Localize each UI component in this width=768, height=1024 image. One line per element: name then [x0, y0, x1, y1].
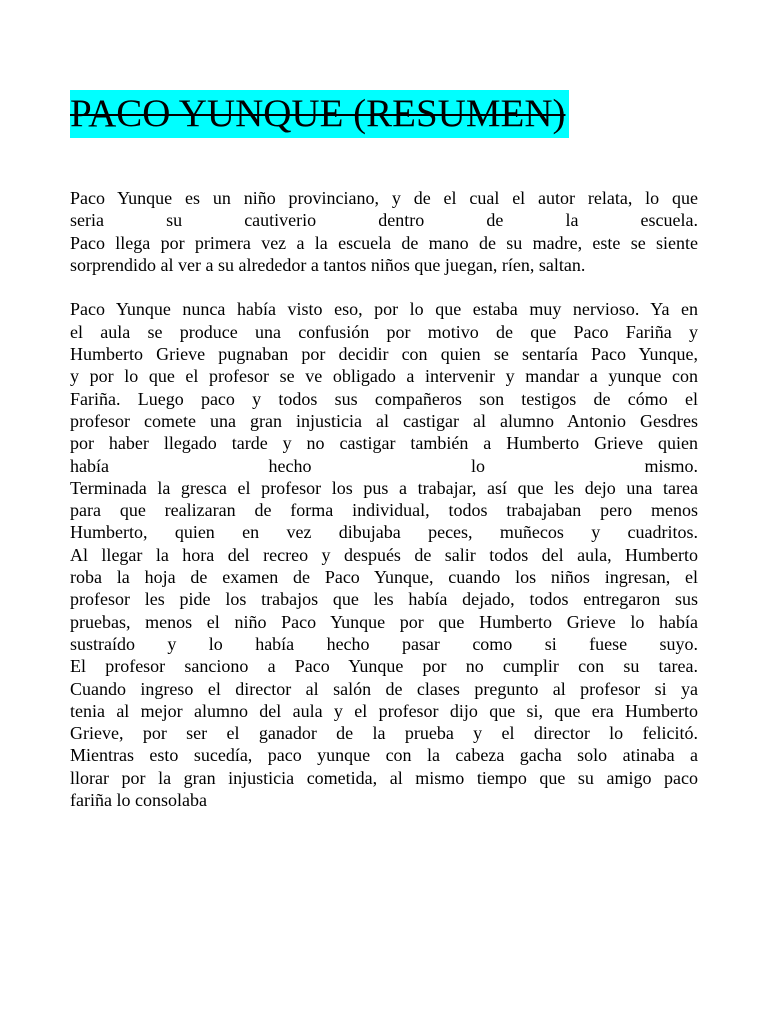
- text-line: Paco Yunque es un niño provinciano, y de el cual el autor relata, lo que: [70, 188, 698, 208]
- paragraph: [70, 187, 698, 276]
- text-line: el aula se produce una confusión por motivo de que Paco Fariña y: [70, 321, 698, 342]
- text-line: roba la hoja de examen de Paco Yunque, cuando los niños ingresan, el: [70, 567, 698, 588]
- text-line: fariña lo consolaba: [70, 790, 207, 811]
- text-line: Al llegar la hora del recreo y después de salir todos del aula, Humberto: [70, 544, 698, 565]
- text-line: pruebas, menos el niño Paco Yunque por que Humberto Grieve lo había: [70, 611, 698, 632]
- document-title: PACO YUNQUE (RESUMEN): [70, 90, 569, 138]
- text-line: por haber llegado tarde y no castigar también a Humberto Grieve quien: [70, 433, 698, 454]
- text-line: Paco Yunque nunca había visto eso, por lo que estaba muy nervioso. Ya en: [70, 299, 698, 320]
- text-line: y por lo que el profesor se ve obligado a intervenir y mandar a yunque con: [70, 366, 698, 387]
- text-line: tenia al mejor alumno del aula y el profesor dijo que si, que era Humberto: [70, 700, 698, 721]
- text-line: había hecho lo mismo.: [70, 455, 698, 476]
- text-line: Humberto Grieve pugnaban por decidir con quien se sentaría Paco Yunque,: [70, 344, 698, 365]
- text-line: profesor les pide los trabajos que les había dejado, todos entregaron sus: [70, 589, 698, 610]
- text-line: sustraído y lo había hecho pasar como si fuese suyo.: [70, 633, 698, 654]
- text-line: El profesor sanciono a Paco Yunque por no cumplir con su tarea.: [70, 656, 698, 677]
- text-line: para que realizaran de forma individual, todos trabajaban pero menos: [70, 500, 698, 521]
- text-line: Fariña. Luego paco y todos sus compañeros son testigos de cómo el: [70, 388, 698, 409]
- text-line: llorar por la gran injusticia cometida, al mismo tiempo que su amigo paco: [70, 767, 698, 788]
- text-line: Cuando ingreso el director al salón de clases pregunto al profesor si ya: [70, 678, 698, 699]
- text-line: Mientras esto sucedía, paco yunque con la cabeza gacha solo atinaba a: [70, 745, 698, 766]
- text-line: profesor comete una gran injusticia al castigar al alumno Antonio Gesdres: [70, 410, 698, 431]
- text-line: Paco llega por primera vez a la escuela de mano de su madre, este se siente: [70, 232, 698, 253]
- text-line: seria su cautiverio dentro de la escuela.: [70, 210, 698, 231]
- text-line: Grieve, por ser el ganador de la prueba y el director lo felicitó.: [70, 723, 698, 744]
- paragraph: [70, 298, 698, 811]
- text-line: sorprendido al ver a su alrededor a tantos niños que juegan, ríen, saltan.: [70, 254, 586, 275]
- text-line: Terminada la gresca el profesor los pus a trabajar, así que les dejo una tarea: [70, 477, 698, 498]
- paragraph-gap: [70, 276, 698, 298]
- document-body: [70, 187, 698, 811]
- text-line: Humberto, quien en vez dibujaba peces, muñecos y cuadritos.: [70, 522, 698, 543]
